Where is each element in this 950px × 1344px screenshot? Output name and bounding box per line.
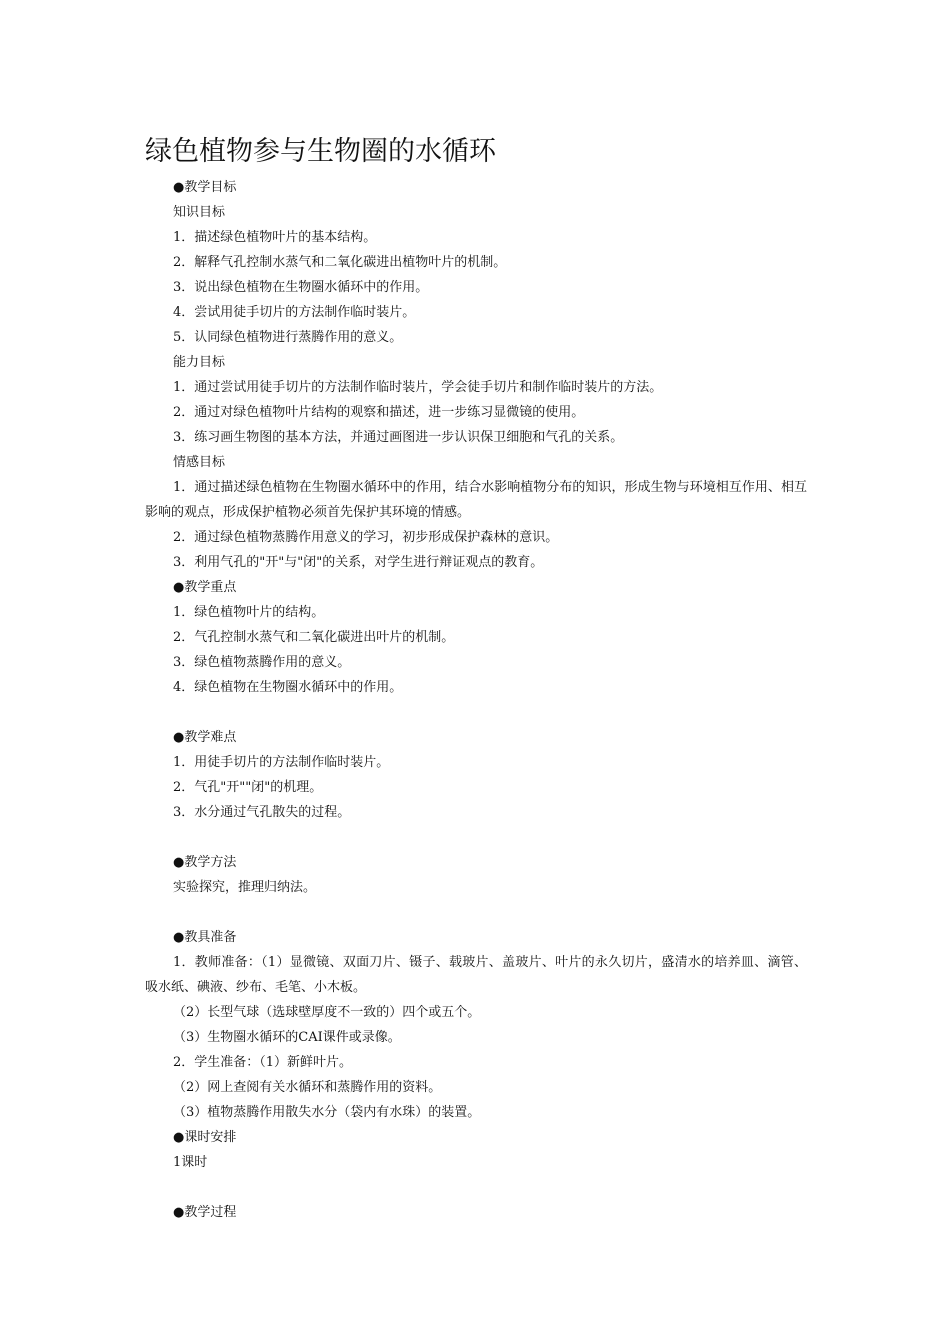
list-item: 3．说出绿色植物在生物圈水循环中的作用。	[173, 280, 429, 295]
list-item: 4．尝试用徒手切片的方法制作临时装片。	[173, 305, 416, 320]
section-heading: ●教学难点	[173, 730, 237, 745]
list-item: 1．通过尝试用徒手切片的方法制作临时装片，学会徒手切片和制作临时装片的方法。	[173, 380, 663, 395]
list-item: 2．通过绿色植物蒸腾作用意义的学习，初步形成保护森林的意识。	[173, 530, 559, 545]
list-item: 3．练习画生物图的基本方法，并通过画图进一步认识保卫细胞和气孔的关系。	[173, 430, 624, 445]
list-item: （2）网上查阅有关水循环和蒸腾作用的资料。	[173, 1080, 442, 1095]
blank-line	[145, 700, 807, 725]
section-heading: ●教具准备	[173, 930, 237, 945]
list-item: 1．绿色植物叶片的结构。	[173, 605, 325, 620]
list-item: 3．利用气孔的"开"与"闭"的关系，对学生进行辩证观点的教育。	[173, 555, 544, 570]
blank-line	[145, 1175, 807, 1200]
section-heading: ●课时安排	[173, 1130, 237, 1145]
list-item: （3）生物圈水循环的CAI课件或录像。	[173, 1030, 401, 1045]
document-title: 绿色植物参与生物圈的水循环	[145, 136, 496, 167]
list-item-paragraph: 1．通过描述绿色植物在生物圈水循环中的作用，结合水影响植物分布的知识，形成生物与环境相互作用、相互影响的观点，形成保护植物必须首先保护其环境的情感。	[145, 480, 807, 520]
list-item: 2．解释气孔控制水蒸气和二氧化碳进出植物叶片的机制。	[173, 255, 507, 270]
list-item: 3．水分通过气孔散失的过程。	[173, 805, 351, 820]
blank-line	[145, 900, 807, 925]
list-item: 2．气孔控制水蒸气和二氧化碳进出叶片的机制。	[173, 630, 455, 645]
subsection-heading: 情感目标	[173, 455, 226, 470]
list-item: 3．绿色植物蒸腾作用的意义。	[173, 655, 351, 670]
body-text: 1课时	[173, 1155, 208, 1170]
list-item: 5．认同绿色植物进行蒸腾作用的意义。	[173, 330, 403, 345]
list-item: 4．绿色植物在生物圈水循环中的作用。	[173, 680, 403, 695]
list-item: 1．用徒手切片的方法制作临时装片。	[173, 755, 390, 770]
list-item: （2）长型气球（选球壁厚度不一致的）四个或五个。	[173, 1005, 481, 1020]
body-text: 实验探究，推理归纳法。	[173, 880, 317, 895]
subsection-heading: 能力目标	[173, 355, 226, 370]
section-heading: ●教学目标	[173, 180, 237, 195]
list-item-paragraph: 1．教师准备：（1）显微镜、双面刀片、镊子、载玻片、盖玻片、叶片的永久切片，盛清水的培养皿、滴管、吸水纸、碘液、纱布、毛笔、小木板。	[145, 955, 807, 995]
section-heading: ●教学过程	[173, 1205, 237, 1220]
list-item: 2．学生准备：（1）新鲜叶片。	[173, 1055, 353, 1070]
list-item: 2．通过对绿色植物叶片结构的观察和描述，进一步练习显微镜的使用。	[173, 405, 585, 420]
list-item: 2．气孔"开""闭"的机理。	[173, 780, 323, 795]
section-heading: ●教学方法	[173, 855, 237, 870]
list-item: 1．描述绿色植物叶片的基本结构。	[173, 230, 377, 245]
document-body	[145, 175, 807, 1225]
blank-line	[145, 825, 807, 850]
subsection-heading: 知识目标	[173, 205, 226, 220]
list-item: （3）植物蒸腾作用散失水分（袋内有水珠）的装置。	[173, 1105, 481, 1120]
section-heading: ●教学重点	[173, 580, 237, 595]
